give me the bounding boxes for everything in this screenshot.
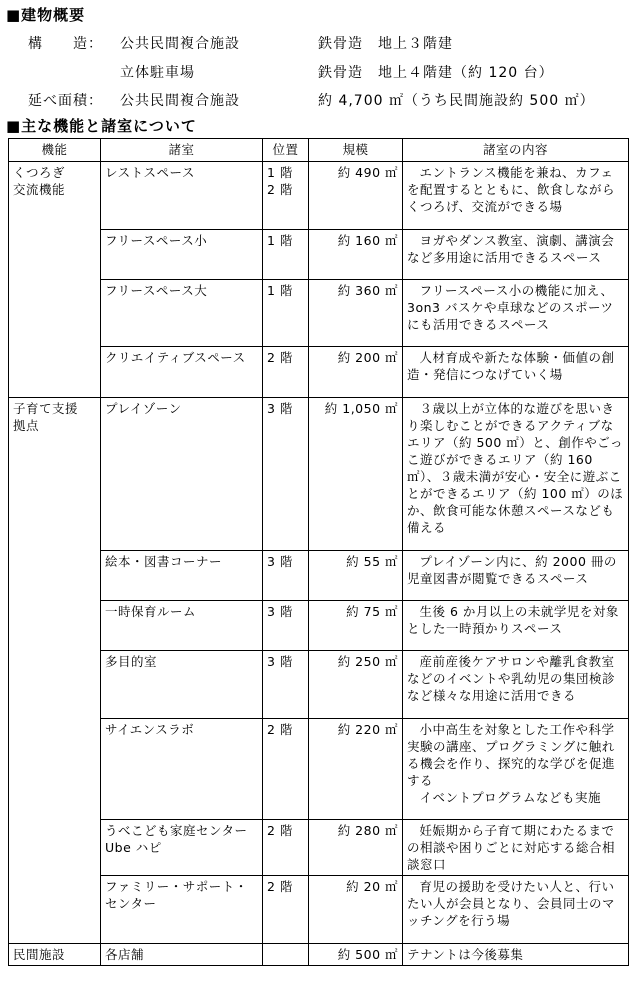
function-label: くつろぎ — [13, 165, 66, 180]
room-floor — [263, 651, 309, 719]
overview-facility: 立体駐車場 — [120, 65, 195, 81]
room-size: 約 160 ㎡ — [309, 230, 403, 280]
function-cell — [9, 398, 101, 944]
table-row — [9, 230, 629, 280]
table-row — [9, 280, 629, 347]
room-size: 約 490 ㎡ — [309, 162, 403, 230]
description-text: ヨガやダンス教室、演劇、講演会など多用途に活用できるスペース — [407, 233, 615, 265]
room-size: 約 200 ㎡ — [309, 347, 403, 398]
room-description — [403, 820, 629, 876]
room-description — [403, 162, 629, 230]
room-name: サイエンスラボ — [101, 719, 263, 820]
overview-label: 構 造： — [28, 36, 103, 52]
room-description — [403, 944, 629, 966]
function-label: 子育て支援 — [13, 401, 79, 416]
table-row — [9, 719, 629, 820]
overview-heading: ■建物概要 — [6, 6, 86, 24]
floor-label: 1 階 — [267, 165, 293, 180]
room-description — [403, 230, 629, 280]
description-text: エントランス機能を兼ね、カフェを配置するとともに、飲食しながらくつろげ、交流ができる場 — [407, 165, 616, 214]
room-description — [403, 551, 629, 601]
table-row — [9, 876, 629, 944]
room-floor — [263, 719, 309, 820]
room-size: 約 280 ㎡ — [309, 820, 403, 876]
room-floor — [263, 820, 309, 876]
room-name: フリースペース大 — [101, 280, 263, 347]
functions-heading: ■主な機能と諸室について — [6, 117, 197, 135]
header-function: 機能 — [9, 139, 101, 162]
overview-spec: 鉄骨造 地上３階建 — [318, 36, 453, 52]
room-floor — [263, 230, 309, 280]
functions-table — [8, 138, 629, 966]
room-floor — [263, 398, 309, 551]
room-size: 約 500 ㎡ — [309, 944, 403, 966]
description-text: 育児の援助を受けたい人と、行いたい人が会員となり、会員同士のマッチングを行う場 — [407, 879, 616, 928]
table-row — [9, 347, 629, 398]
description-text: 妊娠期から子育て期にわたるまでの相談や困りごとに対応する総合相談窓口 — [407, 823, 616, 872]
room-description — [403, 651, 629, 719]
function-label: 民間施設 — [13, 947, 66, 962]
room-name: ファミリー・サポート・センター — [101, 876, 263, 944]
room-size: 約 250 ㎡ — [309, 651, 403, 719]
room-name: 各店舗 — [101, 944, 263, 966]
overview-facility: 公共民間複合施設 — [120, 93, 240, 109]
description-text: 生後 6 か月以上の未就学児を対象とした一時預かりスペース — [407, 604, 619, 636]
table-row — [9, 551, 629, 601]
room-name: レストスペース — [101, 162, 263, 230]
overview-row-floor-area — [0, 90, 634, 110]
floor-label: 1 階 — [267, 233, 293, 248]
overview-row-structure — [0, 33, 634, 53]
function-label: 交流機能 — [13, 182, 66, 197]
table-row — [9, 398, 629, 551]
room-name: フリースペース小 — [101, 230, 263, 280]
room-size: 約 1,050 ㎡ — [309, 398, 403, 551]
table-row — [9, 651, 629, 719]
room-name: うべこども家庭センターUbe ハピ — [101, 820, 263, 876]
room-floor — [263, 944, 309, 966]
floor-label: 3 階 — [267, 554, 293, 569]
overview-facility: 公共民間複合施設 — [120, 36, 240, 52]
table-row — [9, 944, 629, 966]
description-text: フリースペース小の機能に加え、3on3 バスケや卓球などのスポーツにも活用できるスペース — [407, 283, 614, 332]
room-description — [403, 398, 629, 551]
room-floor — [263, 601, 309, 651]
room-size: 約 20 ㎡ — [309, 876, 403, 944]
room-size: 約 220 ㎡ — [309, 719, 403, 820]
table-row — [9, 162, 629, 230]
table-row — [9, 601, 629, 651]
description-text: イベントプログラムなども実施 — [419, 790, 602, 805]
description-text: テナントは今後募集 — [407, 947, 524, 962]
room-floor — [263, 162, 309, 230]
description-text: プレイゾーン内に、約 2000 冊の児童図書が閲覧できるスペース — [407, 554, 617, 586]
floor-label: 3 階 — [267, 401, 293, 416]
description-text: 小中高生を対象とした工作や科学実験の講座、プログラミングに触れる機会を作り、探究的な学びを促進する — [407, 722, 616, 788]
overview-spec: 鉄骨造 地上４階建（約 120 台） — [318, 65, 554, 81]
header-size: 規模 — [309, 139, 403, 162]
description-text: 産前産後ケアサロンや離乳食教室などのイベントや乳幼児の集団検診など様々な用途に活用できる — [407, 654, 616, 703]
header-content: 諸室の内容 — [403, 139, 629, 162]
room-name: 多目的室 — [101, 651, 263, 719]
room-description — [403, 719, 629, 820]
overview-spec: 約 4,700 ㎡（うち民間施設約 500 ㎡） — [318, 93, 595, 109]
table-row — [9, 820, 629, 876]
description-text: ３歳以上が立体的な遊びを思いきり楽しむことができるアクティブなエリア（約 500 ㎡）と、創作やごっこ遊びができるエリア（約 160 ㎡）、３歳未満が安心・安全に遊ぶことができるエリア（約 100 ㎡）のほか、飲食可能な休憩スペースなども備える — [407, 401, 624, 535]
floor-label: 3 階 — [267, 654, 293, 669]
room-floor — [263, 347, 309, 398]
room-name: 絵本・図書コーナー — [101, 551, 263, 601]
room-floor — [263, 551, 309, 601]
floor-label: 2 階 — [267, 350, 293, 365]
floor-label: 3 階 — [267, 604, 293, 619]
floor-label: 2 階 — [267, 182, 293, 197]
floor-label: 1 階 — [267, 283, 293, 298]
room-floor — [263, 876, 309, 944]
room-size: 約 360 ㎡ — [309, 280, 403, 347]
function-cell — [9, 162, 101, 398]
header-room: 諸室 — [101, 139, 263, 162]
room-description — [403, 601, 629, 651]
room-description — [403, 876, 629, 944]
room-size: 約 55 ㎡ — [309, 551, 403, 601]
floor-label: 2 階 — [267, 722, 293, 737]
overview-row-parking — [0, 62, 634, 82]
table-header-row — [9, 139, 629, 162]
description-text: 人材育成や新たな体験・価値の創造・発信につなげていく場 — [407, 350, 615, 382]
floor-label: 2 階 — [267, 879, 293, 894]
function-cell — [9, 944, 101, 966]
room-description — [403, 280, 629, 347]
function-label: 拠点 — [13, 418, 40, 433]
room-name: 一時保育ルーム — [101, 601, 263, 651]
room-size: 約 75 ㎡ — [309, 601, 403, 651]
floor-label: 2 階 — [267, 823, 293, 838]
room-name: クリエイティブスペース — [101, 347, 263, 398]
room-name: プレイゾーン — [101, 398, 263, 551]
room-floor — [263, 280, 309, 347]
header-floor: 位置 — [263, 139, 309, 162]
overview-label: 延べ面積： — [28, 93, 103, 109]
room-description — [403, 347, 629, 398]
